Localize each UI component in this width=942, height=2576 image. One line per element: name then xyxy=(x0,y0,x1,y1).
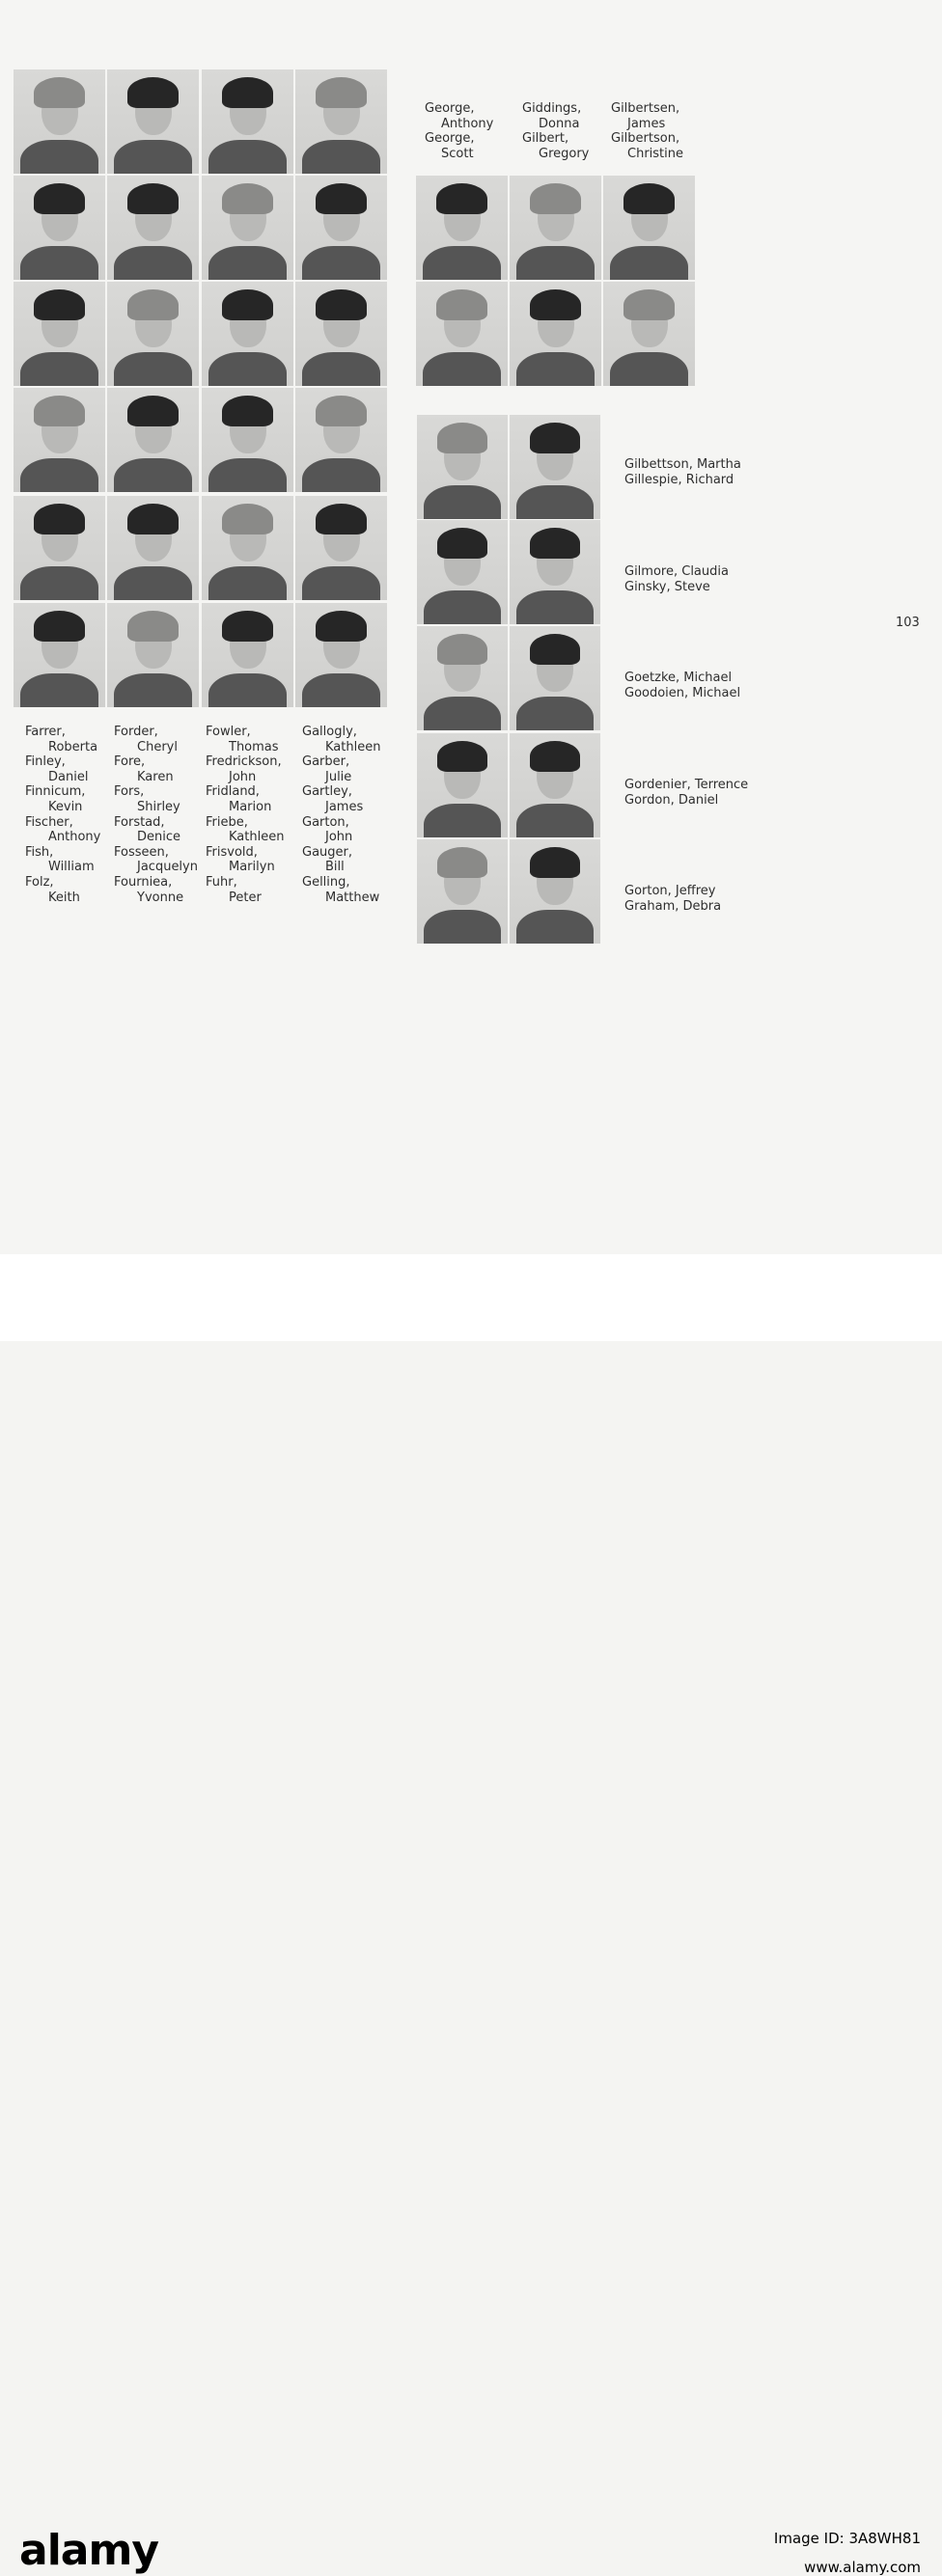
student-name: Gilmore, Claudia xyxy=(624,564,729,579)
student-portrait xyxy=(202,496,293,600)
student-surname: Gilbertsen, xyxy=(611,101,680,116)
student-surname: Gartley, xyxy=(302,784,352,800)
pair-caption xyxy=(624,778,748,808)
student-portrait xyxy=(416,282,508,386)
student-surname: George, xyxy=(425,101,475,116)
student-surname: Forder, xyxy=(114,725,158,739)
name-column xyxy=(522,101,589,161)
student-first-name: Gregory xyxy=(539,146,590,161)
student-portrait xyxy=(295,603,387,707)
student-portrait xyxy=(107,282,199,386)
student-portrait xyxy=(295,176,387,280)
student-first-name: Christine xyxy=(627,146,683,161)
pair-caption xyxy=(624,564,729,594)
student-portrait xyxy=(510,520,600,624)
student-first-name: Daniel xyxy=(48,769,89,784)
student-first-name: Thomas xyxy=(229,739,279,754)
student-portrait xyxy=(510,733,600,837)
student-name: Ginsky, Steve xyxy=(624,579,710,594)
image-id: Image ID: 3A8WH81 xyxy=(773,2530,921,2547)
pair-caption xyxy=(624,457,741,487)
student-name: Gorton, Jeffrey xyxy=(624,884,716,898)
watermark-footer xyxy=(0,1254,942,2576)
student-surname: Fredrickson, xyxy=(206,754,282,770)
name-column xyxy=(25,725,100,905)
student-first-name: Karen xyxy=(137,769,174,784)
student-portrait xyxy=(295,496,387,600)
student-portrait xyxy=(510,415,600,519)
student-first-name: Roberta xyxy=(48,739,98,754)
student-first-name: Keith xyxy=(48,890,80,905)
student-name: Gordenier, Terrence xyxy=(624,778,749,792)
student-portrait xyxy=(14,388,105,492)
student-first-name: Matthew xyxy=(325,890,380,905)
student-surname: Gelling, xyxy=(302,874,350,890)
name-column xyxy=(114,725,198,905)
student-surname: Farrer, xyxy=(25,725,66,739)
student-portrait xyxy=(295,388,387,492)
student-first-name: Cheryl xyxy=(137,739,178,754)
student-first-name: Denice xyxy=(137,830,181,845)
student-first-name: Marilyn xyxy=(229,860,275,875)
site-url: www.alamy.com xyxy=(804,2559,921,2576)
student-portrait xyxy=(510,626,600,730)
student-surname: Fischer, xyxy=(25,814,73,830)
student-portrait xyxy=(107,176,199,280)
alamy-logo: alamy xyxy=(19,2526,158,2575)
student-surname: Gilbert, xyxy=(522,131,569,147)
student-surname: Garton, xyxy=(302,814,349,830)
student-surname: Gallogly, xyxy=(302,725,357,739)
name-column xyxy=(302,725,380,905)
name-column xyxy=(611,101,683,161)
student-portrait xyxy=(202,69,293,174)
student-portrait xyxy=(417,415,508,519)
student-portrait xyxy=(295,282,387,386)
student-name: Gordon, Daniel xyxy=(624,792,719,808)
pair-caption xyxy=(624,671,740,700)
student-first-name: Anthony xyxy=(441,116,494,131)
student-first-name: Kathleen xyxy=(229,830,285,845)
student-portrait xyxy=(14,69,105,174)
student-portrait xyxy=(202,282,293,386)
student-name: Goetzke, Michael xyxy=(624,671,733,685)
student-first-name: John xyxy=(325,830,353,845)
student-first-name: Kevin xyxy=(48,799,83,814)
student-surname: Garber, xyxy=(302,754,350,770)
name-column xyxy=(425,101,493,161)
student-first-name: Donna xyxy=(539,116,580,131)
student-portrait xyxy=(417,626,508,730)
student-surname: George, xyxy=(425,131,475,147)
student-surname: Fridland, xyxy=(206,784,260,800)
student-surname: Fuhr, xyxy=(206,874,237,890)
student-name: Graham, Debra xyxy=(624,898,722,914)
student-first-name: Yvonne xyxy=(137,890,184,905)
student-portrait xyxy=(107,496,199,600)
page-number: 103 xyxy=(896,616,920,630)
student-surname: Folz, xyxy=(25,874,54,890)
student-surname: Fors, xyxy=(114,784,145,800)
student-portrait xyxy=(603,282,695,386)
yearbook-page xyxy=(0,0,942,1254)
student-surname: Friebe, xyxy=(206,814,248,830)
student-surname: Fosseen, xyxy=(114,844,169,860)
student-portrait xyxy=(107,388,199,492)
student-first-name: Kathleen xyxy=(325,739,381,754)
student-first-name: James xyxy=(627,116,666,131)
student-portrait xyxy=(202,176,293,280)
student-surname: Finnicum, xyxy=(25,784,86,800)
student-name: Goodoien, Michael xyxy=(624,685,741,700)
student-first-name: Julie xyxy=(325,769,352,784)
student-portrait xyxy=(510,839,600,944)
student-first-name: Jacquelyn xyxy=(137,860,198,875)
student-name: Gilbettson, Martha xyxy=(624,457,741,472)
student-first-name: Bill xyxy=(325,860,345,875)
student-portrait xyxy=(510,282,601,386)
student-portrait xyxy=(417,733,508,837)
student-portrait xyxy=(107,603,199,707)
student-first-name: William xyxy=(48,860,95,875)
student-portrait xyxy=(417,839,508,944)
student-portrait xyxy=(14,282,105,386)
student-surname: Frisvold, xyxy=(206,844,258,860)
student-portrait xyxy=(202,603,293,707)
student-portrait xyxy=(14,176,105,280)
student-first-name: James xyxy=(325,799,364,814)
student-surname: Fourniea, xyxy=(114,874,173,890)
student-portrait xyxy=(295,69,387,174)
student-portrait xyxy=(510,176,601,280)
student-portrait xyxy=(107,69,199,174)
student-surname: Fish, xyxy=(25,844,54,860)
student-first-name: Shirley xyxy=(137,799,180,814)
student-surname: Finley, xyxy=(25,754,66,770)
student-portrait xyxy=(417,520,508,624)
student-surname: Fore, xyxy=(114,754,146,770)
student-portrait xyxy=(202,388,293,492)
student-portrait xyxy=(14,496,105,600)
pair-caption xyxy=(624,884,721,914)
student-surname: Fowler, xyxy=(206,725,251,739)
student-name: Gillespie, Richard xyxy=(624,472,734,487)
name-column xyxy=(206,725,284,905)
student-first-name: Peter xyxy=(229,890,262,905)
student-first-name: Marion xyxy=(229,799,272,814)
student-surname: Gauger, xyxy=(302,844,353,860)
student-portrait xyxy=(416,176,508,280)
student-surname: Gilbertson, xyxy=(611,131,680,147)
student-first-name: Scott xyxy=(441,146,474,161)
student-surname: Forstad, xyxy=(114,814,165,830)
student-first-name: Anthony xyxy=(48,830,101,845)
student-portrait xyxy=(603,176,695,280)
student-surname: Giddings, xyxy=(522,101,582,116)
student-portrait xyxy=(14,603,105,707)
student-first-name: John xyxy=(229,769,257,784)
